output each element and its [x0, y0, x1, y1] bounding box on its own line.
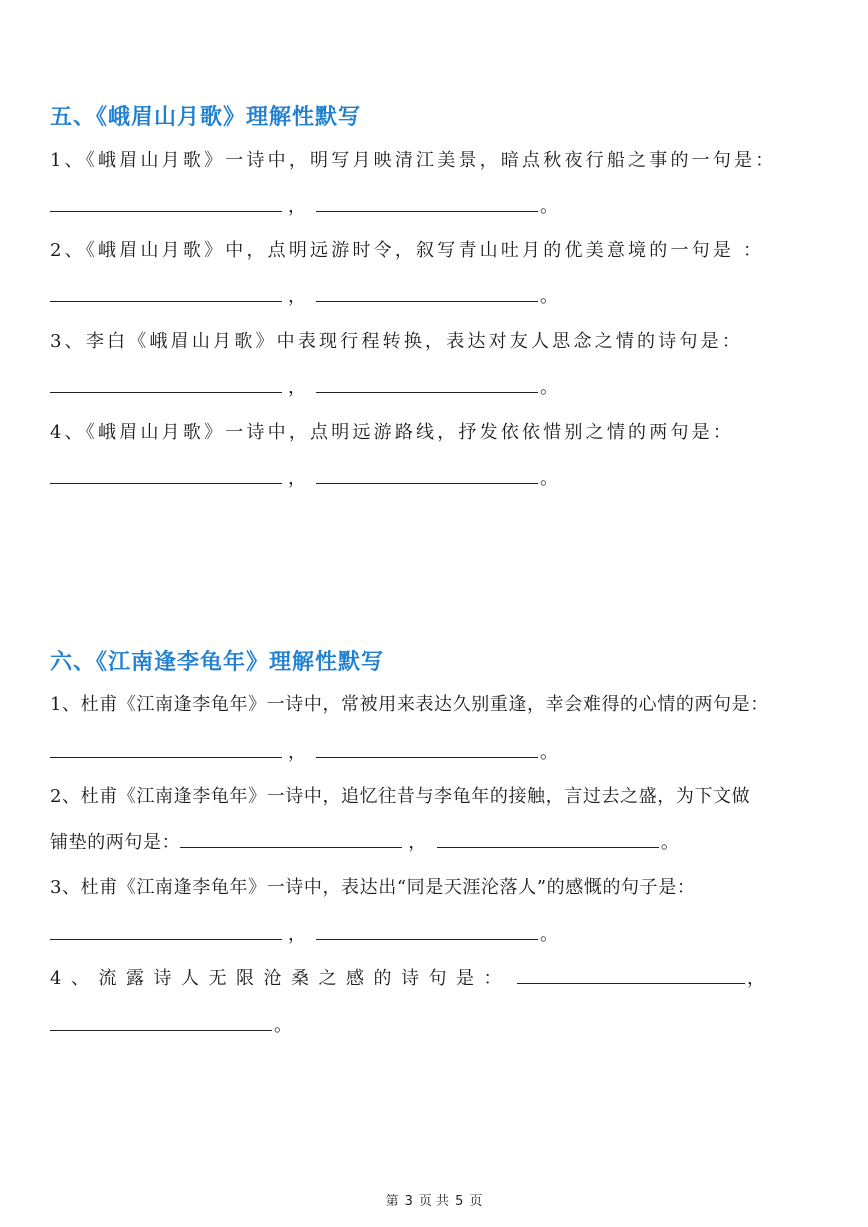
page-footer [0, 1190, 868, 1209]
question-text: 3、李白《峨眉山月歌》中表现行程转换，表达对友人思念之情的诗句是： [50, 331, 744, 352]
period: 。 [540, 377, 558, 398]
answer-blank[interactable] [517, 969, 745, 984]
comma: ， [288, 196, 306, 217]
period: 。 [274, 1015, 292, 1036]
question-text: 2、杜甫《江南逢李龟年》一诗中，追忆往昔与李龟年的接触，言过去之盛，为下文做 [50, 786, 751, 807]
answer-line [50, 966, 830, 992]
answer-blank[interactable] [50, 469, 282, 484]
answer-line [50, 194, 830, 220]
comma: ， [288, 468, 306, 489]
answer-blank[interactable] [437, 833, 659, 848]
period: 。 [660, 832, 680, 853]
question-text: 4、《峨眉山月歌》一诗中，点明远游路线，抒发依依惜别之情的两句是： [50, 422, 735, 443]
comma: ， [288, 924, 306, 945]
answer-line [50, 830, 830, 856]
period: 。 [540, 468, 558, 489]
question-continuation: 铺垫的两句是： [50, 832, 181, 853]
answer-blank[interactable] [316, 469, 538, 484]
total-pages: 5 [455, 1194, 464, 1209]
answer-blank[interactable] [180, 833, 402, 848]
page-number: 3 [404, 1194, 413, 1209]
footer-label: 第 [385, 1194, 399, 1209]
section-title: 五、《峨眉山月歌》理解性默写 [50, 105, 362, 130]
question-text: 1、杜甫《江南逢李龟年》一诗中，常被用来表达久别重逢，幸会难得的心情的两句是： [50, 694, 769, 715]
answer-line [50, 466, 830, 492]
answer-blank[interactable] [316, 287, 538, 302]
question-text: 4、流露诗人无限沧桑之感的诗句是： [50, 968, 511, 989]
section-title: 六、《江南逢李龟年》理解性默写 [50, 650, 385, 675]
answer-blank[interactable] [316, 743, 538, 758]
answer-blank[interactable] [50, 1016, 272, 1031]
answer-blank[interactable] [316, 378, 538, 393]
answer-line [50, 1013, 830, 1039]
answer-blank[interactable] [316, 925, 538, 940]
answer-blank[interactable] [50, 378, 282, 393]
answer-blank[interactable] [316, 197, 538, 212]
period: 。 [540, 924, 558, 945]
footer-label: 页 共 [418, 1194, 450, 1209]
comma: ， [746, 968, 775, 989]
comma: ， [408, 832, 427, 853]
period: 。 [540, 196, 558, 217]
answer-blank[interactable] [50, 197, 282, 212]
answer-line [50, 284, 830, 310]
answer-blank[interactable] [50, 925, 282, 940]
answer-line [50, 922, 830, 948]
question-text: 3、杜甫《江南逢李龟年》一诗中，表达出“同是天涯沦落人”的感慨的句子是： [50, 877, 696, 898]
question-text: 1、《峨眉山月歌》一诗中，明写月映清江美景，暗点秋夜行船之事的一句是： [50, 150, 777, 171]
period: 。 [540, 286, 558, 307]
answer-line [50, 740, 830, 766]
answer-blank[interactable] [50, 287, 282, 302]
answer-blank[interactable] [50, 743, 282, 758]
question-text: 2、《峨眉山月歌》中，点明远游时令，叙写青山吐月的优美意境的一句是 ： [50, 240, 765, 261]
comma: ， [288, 377, 306, 398]
footer-label: 页 [469, 1194, 483, 1209]
answer-line [50, 375, 830, 401]
comma: ， [288, 286, 306, 307]
comma: ， [288, 742, 306, 763]
period: 。 [540, 742, 558, 763]
